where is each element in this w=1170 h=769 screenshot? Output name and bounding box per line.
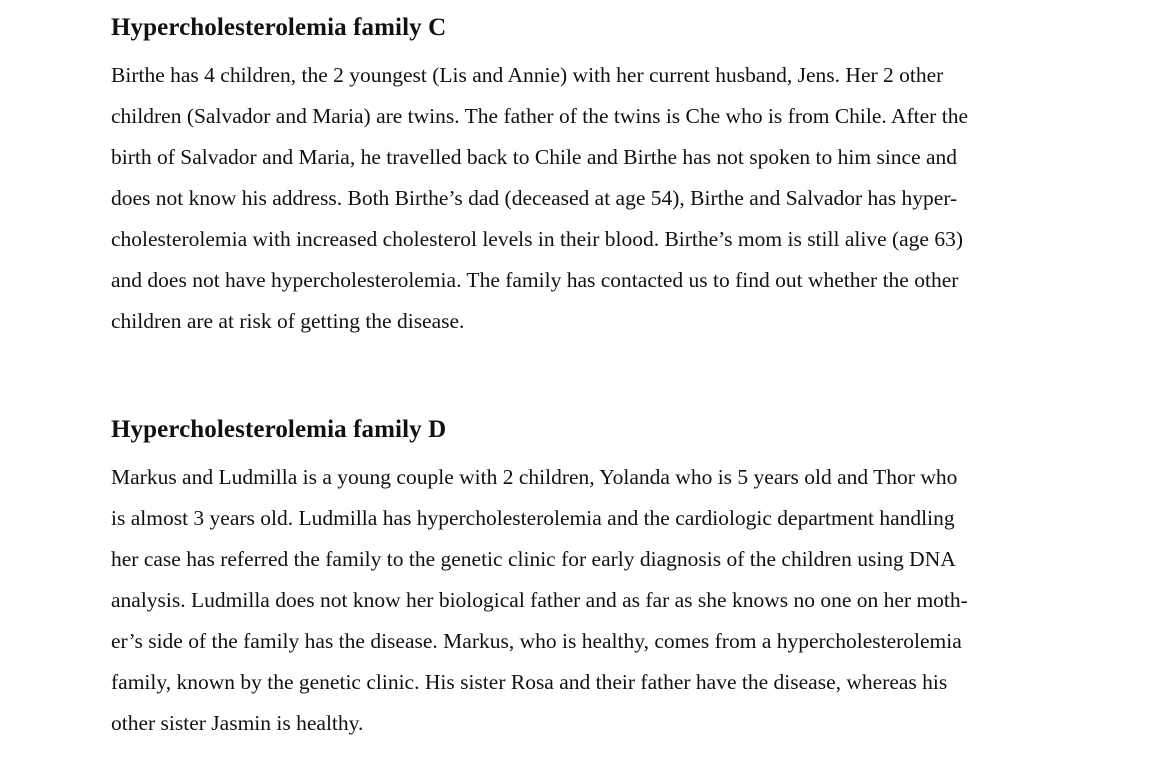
document-page [111, 0, 1061, 744]
section-spacer [111, 342, 1061, 414]
paragraph-line: does not know his address. Both Birthe’s dad (deceased at age 54), Birthe and Salvador has hyper- [111, 186, 958, 210]
section-heading: Hypercholesterolemia family D [111, 416, 447, 443]
paragraph-line: is almost 3 years old. Ludmilla has hypercholesterolemia and the cardiologic department handling [111, 506, 955, 530]
section-paragraph [111, 55, 1061, 342]
section-family-d [111, 414, 1061, 744]
section-paragraph [111, 457, 1061, 744]
paragraph-line: and does not have hypercholesterolemia. The family has contacted us to find out whether the other [111, 268, 959, 292]
paragraph-line: family, known by the genetic clinic. His sister Rosa and their father have the disease, whereas his [111, 670, 948, 694]
paragraph-line: children (Salvador and Maria) are twins. The father of the twins is Che who is from Chile. After the [111, 104, 968, 128]
paragraph-line: cholesterolemia with increased cholesterol levels in their blood. Birthe’s mom is still alive (age 63) [111, 227, 964, 251]
section-family-c [111, 0, 1061, 342]
paragraph-line: children are at risk of getting the disease. [111, 309, 465, 333]
paragraph-line: Markus and Ludmilla is a young couple with 2 children, Yolanda who is 5 years old and Thor who [111, 465, 958, 489]
paragraph-line: her case has referred the family to the genetic clinic for early diagnosis of the children using DNA [111, 547, 956, 571]
paragraph-line: Birthe has 4 children, the 2 youngest (Lis and Annie) with her current husband, Jens. Her 2 other [111, 63, 944, 87]
paragraph-line: analysis. Ludmilla does not know her biological father and as far as she knows no one on her moth- [111, 588, 968, 612]
paragraph-line: other sister Jasmin is healthy. [111, 711, 364, 735]
paragraph-line: birth of Salvador and Maria, he travelled back to Chile and Birthe has not spoken to him since and [111, 145, 958, 169]
paragraph-line: er’s side of the family has the disease. Markus, who is healthy, comes from a hypercholesterolemia [111, 629, 962, 653]
section-heading: Hypercholesterolemia family C [111, 14, 447, 41]
